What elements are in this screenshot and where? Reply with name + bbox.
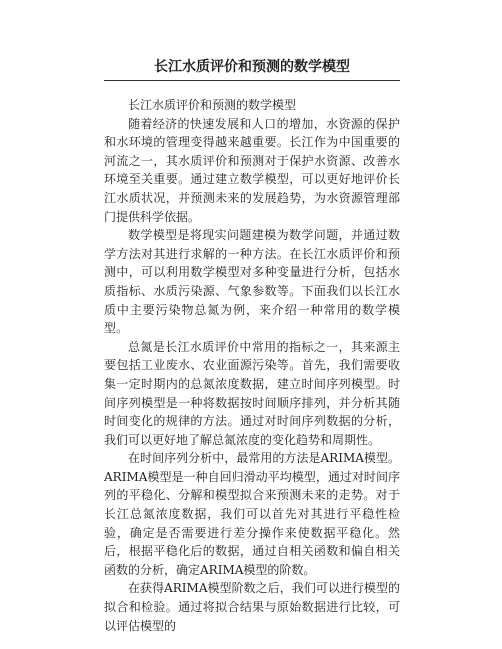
paragraph-introduction: 随着经济的快速发展和人口的增加，水资源的保护和水环境的管理变得越来越重要。长江作为中国重要的河流之一，其水质评价和预测对于保护水资源、改善水环境至关重要。通过建立数学模型，可以更好地评价长江水质状况，并预测未来的发展趋势，为水资源管理部门提供科学依据。 xyxy=(104,116,400,224)
paragraph-model-fit: 在获得ARIMA模型阶数之后，我们可以进行模型的拟合和检验。通过将拟合结果与原始数据进行比较，可以评估模型的 xyxy=(104,581,400,633)
document-title: 长江水质评价和预测的数学模型 xyxy=(154,59,350,75)
paragraph-math-model: 数学模型是将现实问题建模为数学问题，并通过数学方法对其进行求解的一种方法。在长江水质评价和预测中，可以利用数学模型对多种变量进行分析，包括水质指标、水质污染源、气象参数等。下面我们以长江水质中主要污染物总氮为例，来介绍一种常用的数学模型。 xyxy=(104,228,400,336)
paragraph-total-nitrogen: 总氮是长江水质评价中常用的指标之一，其来源主要包括工业废水、农业面源污染等。首先，我们需要收集一定时期内的总氮浓度数据，建立时间序列模型。时间序列模型是一种将数据按时间顺序排列，并分析其随时间变化的规律的方法。通过对时间序列数据的分析，我们可以更好地了解总氮浓度的变化趋势和周期性。 xyxy=(104,339,400,447)
paragraph-arima: 在时间序列分析中，最常用的方法是ARIMA模型。ARIMA模型是一种自回归滑动平均模型，通过对时间序列的平稳化、分解和模型拟合来预测未来的走势。对于长江总氮浓度数据，我们可以首先对其进行平稳性检验，确定是否需要进行差分操作来使数据平稳化。然后，根据平稳化后的数据，通过自相关函数和偏自相关函数的分析，确定ARIMA模型的阶数。 xyxy=(104,451,400,577)
title-block xyxy=(104,58,400,82)
paragraph-heading-repeat: 长江水质评价和预测的数学模型 xyxy=(128,98,297,112)
document-body xyxy=(104,96,400,635)
title-underline xyxy=(104,80,400,81)
